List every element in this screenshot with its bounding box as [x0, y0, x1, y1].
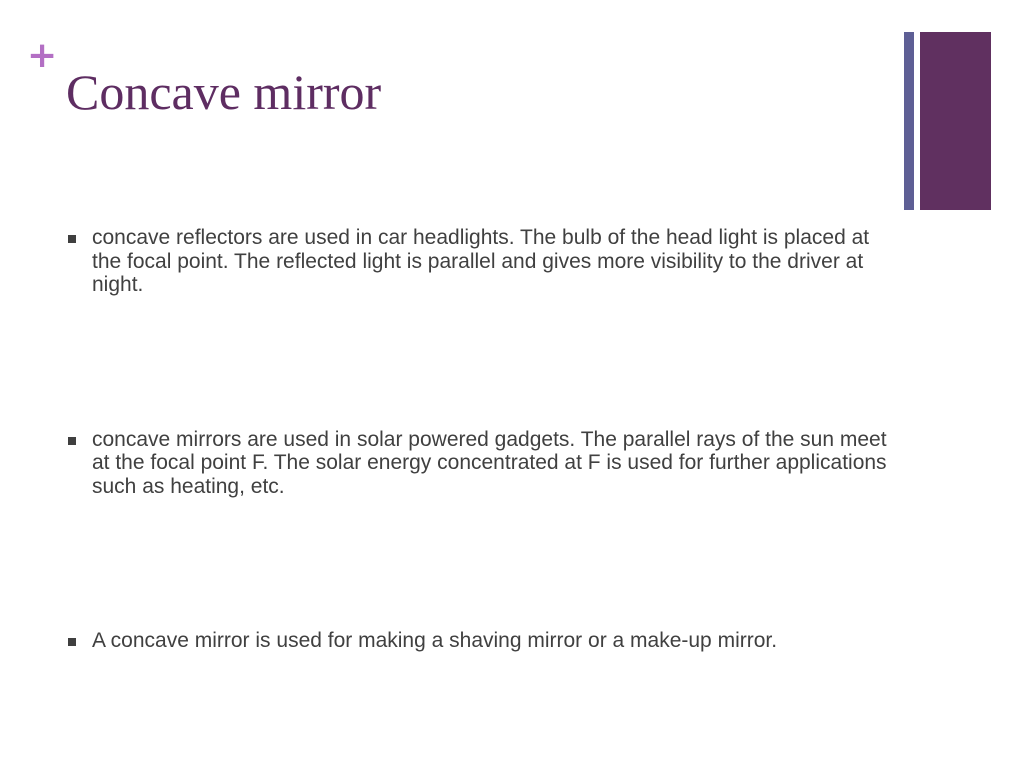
square-bullet-icon	[68, 638, 76, 646]
plus-icon: +	[27, 35, 58, 76]
bullet-item	[68, 428, 898, 499]
bullet-text: A concave mirror is used for making a shaving mirror or a make-up mirror.	[92, 629, 778, 652]
bullet-text: concave reflectors are used in car headlights. The bulb of the head light is placed at the focal point. The reflected light is parallel and gives more visibility to the driver at night.	[92, 226, 870, 296]
accent-bar-thick	[920, 32, 991, 210]
square-bullet-icon	[68, 437, 76, 445]
slide-title: Concave mirror	[66, 64, 382, 120]
accent-bar-thin	[904, 32, 914, 210]
bullet-list	[68, 226, 898, 653]
square-bullet-icon	[68, 235, 76, 243]
bullet-text: concave mirrors are used in solar powered gadgets. The parallel rays of the sun meet at the focal point F. The solar energy concentrated at F is used for further applications such as heating, etc.	[92, 427, 887, 498]
bullet-item	[68, 226, 898, 297]
bullet-item	[68, 629, 898, 653]
